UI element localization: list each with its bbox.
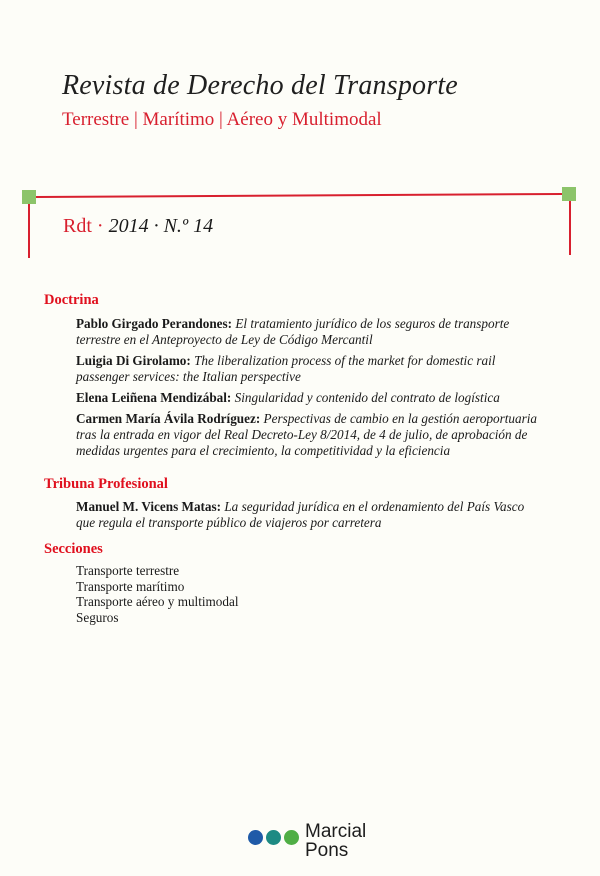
secciones-item: Transporte marítimo [76,578,185,594]
article-entry [76,353,546,385]
article-author: Elena Leiñena Mendizábal: [76,390,232,405]
frame-right-line [569,198,571,255]
green-square-right [562,187,576,201]
article-title: Perspectivas de cambio en la gestión aeroportuaria tras la entrada en vigor del Real Decreto-Ley 8/2014, de 4 de julio, de aprobación de medidas urgentes para el crecimiento, la competitividad y la eficiencia [76,411,538,458]
secciones-item: Transporte terrestre [76,563,180,578]
issue-info [63,215,213,238]
issue-abbr: Rdt [63,215,92,237]
blue-circle-icon [248,830,263,845]
publisher-logo [240,822,380,872]
frame-left-line [28,200,30,258]
section-heading-secciones: Secciones [44,541,103,557]
green-square-left [22,190,36,204]
section-heading-doctrina: Doctrina [44,292,99,308]
secciones-item: Seguros [76,609,119,625]
article-author: Manuel M. Vicens Matas: [76,499,222,514]
article-entry [76,390,546,406]
green-circle-icon [284,830,299,845]
secciones-list [76,563,239,625]
issue-separator: · [148,215,164,237]
article-author: Pablo Girgado Perandones: [76,316,233,331]
journal-subtitle: Terrestre | Marítimo | Aéreo y Multimodal [62,109,382,130]
publisher-name-line2: Pons [305,840,349,861]
secciones-item: Transporte aéreo y multimodal [76,594,239,609]
article-entry [76,316,546,348]
article-title: La seguridad jurídica en el ordenamiento del País Vasco que regula el transporte público de viajeros por carretera [76,499,525,530]
section-heading-tribuna: Tribuna Profesional [44,476,168,492]
issue-separator: · [91,215,109,237]
issue-year: 2014 [108,215,149,237]
article-author: Luigia Di Girolamo: [76,353,191,368]
article-title: El tratamiento jurídico de los seguros de transporte terrestre en el Anteproyecto de Ley de Código Mercantil [76,316,510,347]
journal-title: Revista de Derecho del Transporte [62,70,458,101]
frame-top-line [36,193,562,198]
article-entry [76,411,546,459]
publisher-name [305,822,366,860]
article-entry [76,499,546,531]
publisher-name-line1: Marcial [305,821,367,842]
issue-number: N.º 14 [163,215,214,237]
article-author: Carmen María Ávila Rodríguez: [76,411,261,426]
article-title: Singularidad y contenido del contrato de logística [234,390,500,405]
teal-circle-icon [266,830,281,845]
article-title: The liberalization process of the market for domestic rail passenger services: the Italian perspective [76,353,496,384]
